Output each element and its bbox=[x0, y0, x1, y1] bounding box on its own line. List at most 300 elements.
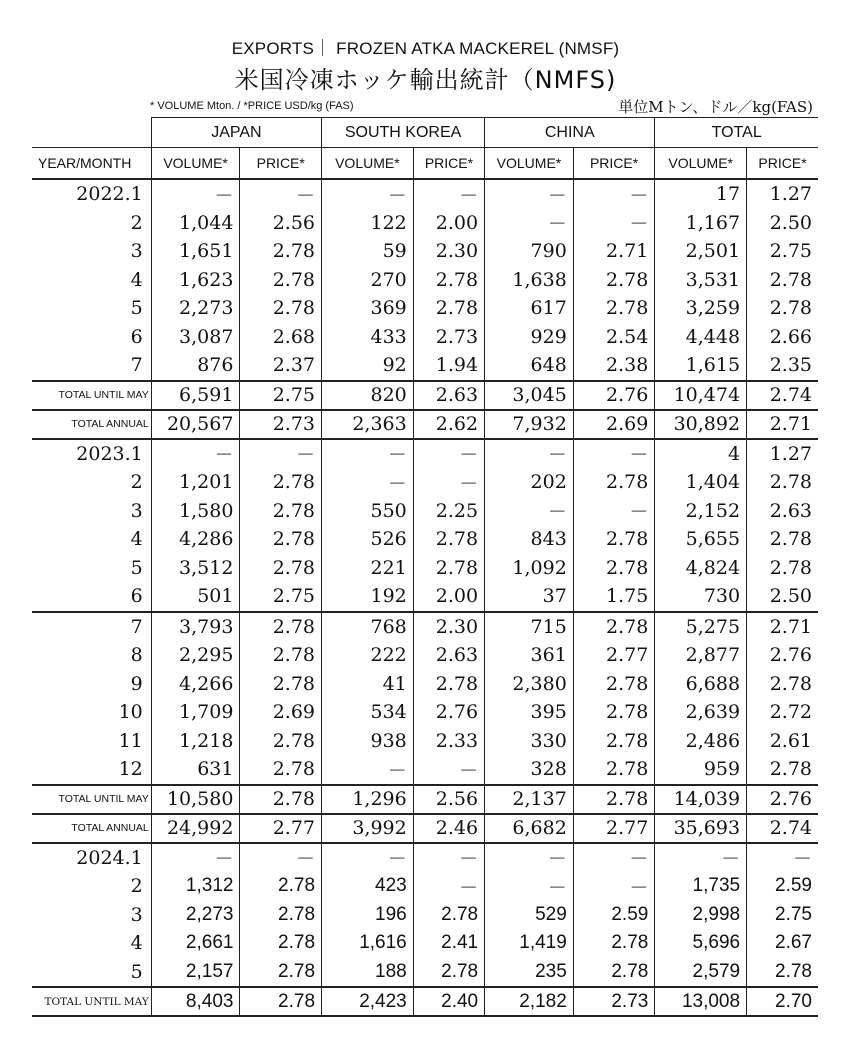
header-volume: VOLUME* bbox=[655, 148, 747, 180]
volume-cell: － bbox=[151, 843, 240, 873]
price-cell: 2.73 bbox=[413, 323, 484, 352]
price-cell: 1.27 bbox=[747, 179, 818, 209]
price-cell: 2.69 bbox=[240, 698, 322, 727]
row-label: 2023.1 bbox=[76, 442, 143, 465]
price-cell: 2.63 bbox=[413, 641, 484, 670]
volume-cell: 501 bbox=[151, 582, 240, 612]
price-cell: 2.78 bbox=[240, 929, 322, 958]
table-row bbox=[32, 439, 818, 469]
header-south-korea: SOUTH KOREA bbox=[322, 118, 485, 148]
price-cell: 2.78 bbox=[747, 525, 818, 554]
row-label: 11 bbox=[118, 729, 143, 752]
volume-cell: 433 bbox=[322, 323, 414, 352]
volume-cell: 59 bbox=[322, 237, 414, 266]
volume-cell: 2,182 bbox=[485, 987, 574, 1016]
row-label: 2024.1 bbox=[76, 846, 143, 869]
table-row bbox=[32, 901, 818, 930]
volume-cell: 1,580 bbox=[151, 497, 240, 526]
price-cell: 2.37 bbox=[240, 351, 322, 381]
table-row bbox=[32, 727, 818, 756]
volume-cell: 843 bbox=[485, 525, 574, 554]
price-cell: 2.73 bbox=[573, 987, 655, 1016]
price-cell: 2.35 bbox=[747, 351, 818, 381]
price-cell: 2.78 bbox=[240, 755, 322, 785]
volume-cell: 221 bbox=[322, 554, 414, 583]
volume-cell: 2,423 bbox=[322, 987, 414, 1016]
volume-cell: 1,201 bbox=[151, 468, 240, 497]
volume-cell: 1,735 bbox=[655, 872, 747, 901]
volume-cell: 1,709 bbox=[151, 698, 240, 727]
header-volume: VOLUME* bbox=[151, 148, 240, 180]
price-cell: 1.94 bbox=[413, 351, 484, 381]
price-cell: 2.78 bbox=[240, 958, 322, 988]
price-cell: 2.78 bbox=[240, 641, 322, 670]
volume-cell: 361 bbox=[485, 641, 574, 670]
price-cell: 2.78 bbox=[747, 670, 818, 699]
row-label: 8 bbox=[130, 644, 143, 667]
price-cell: 2.63 bbox=[413, 381, 484, 410]
price-cell: 2.71 bbox=[747, 410, 818, 439]
volume-cell: 2,998 bbox=[655, 901, 747, 930]
row-label: 6 bbox=[130, 325, 143, 348]
price-cell: － bbox=[747, 843, 818, 873]
row-label: 2 bbox=[130, 471, 143, 494]
row-label: 2022.1 bbox=[76, 183, 143, 206]
exports-table bbox=[32, 117, 818, 1017]
price-cell: 2.78 bbox=[413, 554, 484, 583]
volume-cell: 5,696 bbox=[655, 929, 747, 958]
volume-cell: － bbox=[655, 843, 747, 873]
row-label: 5 bbox=[130, 556, 143, 579]
volume-cell: 1,218 bbox=[151, 727, 240, 756]
volume-cell: 369 bbox=[322, 294, 414, 323]
volume-cell: － bbox=[322, 439, 414, 469]
price-cell: 2.78 bbox=[747, 294, 818, 323]
price-cell: 2.78 bbox=[413, 670, 484, 699]
volume-cell: 2,501 bbox=[655, 237, 747, 266]
volume-cell: 30,892 bbox=[655, 410, 747, 439]
volume-cell: 8,403 bbox=[151, 987, 240, 1016]
volume-cell: 3,793 bbox=[151, 612, 240, 642]
price-cell: － bbox=[573, 497, 655, 526]
volume-cell: 24,992 bbox=[151, 814, 240, 843]
table-row bbox=[32, 179, 818, 209]
volume-cell: 3,087 bbox=[151, 323, 240, 352]
price-cell: 2.00 bbox=[413, 582, 484, 612]
volume-cell: 5,655 bbox=[655, 525, 747, 554]
price-cell: 2.59 bbox=[747, 872, 818, 901]
row-label: 3 bbox=[130, 240, 143, 263]
volume-cell: 122 bbox=[322, 209, 414, 238]
volume-cell: 3,045 bbox=[485, 381, 574, 410]
table-row bbox=[32, 209, 818, 238]
volume-cell: 2,152 bbox=[655, 497, 747, 526]
price-cell: 2.41 bbox=[413, 929, 484, 958]
volume-cell: 4,286 bbox=[151, 525, 240, 554]
table-row bbox=[32, 294, 818, 323]
header-volume: VOLUME* bbox=[485, 148, 574, 180]
volume-cell: 10,474 bbox=[655, 381, 747, 410]
volume-cell: 2,380 bbox=[485, 670, 574, 699]
volume-cell: 92 bbox=[322, 351, 414, 381]
volume-cell: 648 bbox=[485, 351, 574, 381]
price-cell: 1.27 bbox=[747, 439, 818, 469]
total-row bbox=[32, 814, 818, 843]
table-row bbox=[32, 237, 818, 266]
price-cell: 2.61 bbox=[747, 727, 818, 756]
volume-cell: 1,623 bbox=[151, 266, 240, 295]
volume-cell: 3,512 bbox=[151, 554, 240, 583]
header-china: CHINA bbox=[485, 118, 655, 148]
volume-cell: 202 bbox=[485, 468, 574, 497]
row-label: 4 bbox=[130, 528, 143, 551]
price-cell: 2.78 bbox=[240, 872, 322, 901]
price-cell: 2.78 bbox=[573, 755, 655, 785]
price-cell: － bbox=[240, 843, 322, 873]
price-cell: 2.78 bbox=[573, 468, 655, 497]
price-cell: 2.78 bbox=[240, 497, 322, 526]
row-label: 9 bbox=[130, 672, 143, 695]
volume-cell: － bbox=[322, 843, 414, 873]
volume-cell: 876 bbox=[151, 351, 240, 381]
price-cell: 2.40 bbox=[413, 987, 484, 1016]
volume-cell: 35,693 bbox=[655, 814, 747, 843]
volume-cell: 529 bbox=[485, 901, 574, 930]
volume-cell: 6,591 bbox=[151, 381, 240, 410]
volume-cell: 1,044 bbox=[151, 209, 240, 238]
row-label: 7 bbox=[130, 354, 143, 377]
volume-cell: 3,259 bbox=[655, 294, 747, 323]
volume-cell: 2,486 bbox=[655, 727, 747, 756]
price-cell: 2.78 bbox=[240, 294, 322, 323]
volume-cell: 534 bbox=[322, 698, 414, 727]
price-cell: 2.59 bbox=[573, 901, 655, 930]
volume-cell: 4,266 bbox=[151, 670, 240, 699]
row-label: 4 bbox=[130, 268, 143, 291]
volume-cell: 938 bbox=[322, 727, 414, 756]
total-row bbox=[32, 381, 818, 410]
volume-cell: 222 bbox=[322, 641, 414, 670]
volume-cell: 6,682 bbox=[485, 814, 574, 843]
volume-cell: 1,167 bbox=[655, 209, 747, 238]
price-cell: － bbox=[413, 179, 484, 209]
volume-cell: 10,580 bbox=[151, 785, 240, 814]
header-total: TOTAL bbox=[655, 118, 818, 148]
price-cell: 2.77 bbox=[240, 814, 322, 843]
header-volume: VOLUME* bbox=[322, 148, 414, 180]
price-cell: 2.78 bbox=[747, 755, 818, 785]
price-cell: 2.78 bbox=[413, 266, 484, 295]
row-label: 5 bbox=[130, 960, 143, 983]
volume-cell: － bbox=[322, 468, 414, 497]
price-cell: 2.78 bbox=[573, 266, 655, 295]
row-label: TOTAL ANNUAL bbox=[32, 410, 151, 439]
volume-cell: 617 bbox=[485, 294, 574, 323]
volume-cell: － bbox=[322, 179, 414, 209]
table-row bbox=[32, 468, 818, 497]
price-cell: 2.77 bbox=[573, 641, 655, 670]
volume-cell: 715 bbox=[485, 612, 574, 642]
units-note-english: * VOLUME Mton. / *PRICE USD/kg (FAS) bbox=[150, 100, 354, 112]
price-cell: 2.78 bbox=[413, 958, 484, 988]
price-cell: 2.67 bbox=[747, 929, 818, 958]
price-cell: 2.71 bbox=[573, 237, 655, 266]
volume-cell: 2,273 bbox=[151, 294, 240, 323]
price-cell: 2.78 bbox=[240, 670, 322, 699]
price-cell: 2.72 bbox=[747, 698, 818, 727]
price-cell: 2.78 bbox=[573, 929, 655, 958]
price-cell: 2.56 bbox=[240, 209, 322, 238]
volume-cell: 188 bbox=[322, 958, 414, 988]
volume-cell: － bbox=[485, 497, 574, 526]
row-label: TOTAL UNTIL MAY bbox=[32, 785, 151, 814]
price-cell: 2.76 bbox=[573, 381, 655, 410]
price-cell: 2.78 bbox=[573, 698, 655, 727]
price-cell: 2.78 bbox=[240, 266, 322, 295]
price-cell: 2.68 bbox=[240, 323, 322, 352]
price-cell: 2.78 bbox=[747, 266, 818, 295]
volume-cell: － bbox=[485, 439, 574, 469]
volume-cell: 270 bbox=[322, 266, 414, 295]
row-label: TOTAL ANNUAL bbox=[32, 814, 151, 843]
volume-cell: 2,661 bbox=[151, 929, 240, 958]
volume-cell: 1,404 bbox=[655, 468, 747, 497]
price-cell: － bbox=[573, 872, 655, 901]
title-japanese: 米国冷凍ホッケ輸出統計（NMFS) bbox=[234, 66, 617, 94]
volume-cell: 2,295 bbox=[151, 641, 240, 670]
table-row bbox=[32, 554, 818, 583]
price-cell: 2.00 bbox=[413, 209, 484, 238]
price-cell: 2.63 bbox=[747, 497, 818, 526]
price-cell: 2.38 bbox=[573, 351, 655, 381]
volume-cell: 1,312 bbox=[151, 872, 240, 901]
volume-cell: 1,092 bbox=[485, 554, 574, 583]
volume-cell: 526 bbox=[322, 525, 414, 554]
price-cell: － bbox=[413, 468, 484, 497]
price-cell: 2.30 bbox=[413, 237, 484, 266]
title-english: EXPORTS｜ FROZEN ATKA MACKEREL (NMSF) bbox=[231, 39, 620, 58]
price-cell: 2.50 bbox=[747, 582, 818, 612]
header-price: PRICE* bbox=[573, 148, 655, 180]
price-cell: 2.69 bbox=[573, 410, 655, 439]
price-cell: 2.78 bbox=[413, 294, 484, 323]
price-cell: 2.56 bbox=[413, 785, 484, 814]
volume-cell: 6,688 bbox=[655, 670, 747, 699]
price-cell: － bbox=[240, 439, 322, 469]
volume-cell: 3,992 bbox=[322, 814, 414, 843]
row-label: 3 bbox=[130, 903, 143, 926]
volume-cell: 423 bbox=[322, 872, 414, 901]
price-cell: 2.78 bbox=[747, 958, 818, 988]
price-cell: 2.78 bbox=[573, 958, 655, 988]
volume-cell: 328 bbox=[485, 755, 574, 785]
volume-cell: 1,615 bbox=[655, 351, 747, 381]
volume-cell: 2,137 bbox=[485, 785, 574, 814]
volume-cell: 395 bbox=[485, 698, 574, 727]
price-cell: － bbox=[413, 439, 484, 469]
volume-cell: 4 bbox=[655, 439, 747, 469]
volume-cell: 330 bbox=[485, 727, 574, 756]
volume-cell: － bbox=[485, 209, 574, 238]
table-row bbox=[32, 641, 818, 670]
price-cell: 2.78 bbox=[573, 554, 655, 583]
header-blank bbox=[32, 118, 151, 148]
price-cell: 2.75 bbox=[240, 582, 322, 612]
volume-cell: 959 bbox=[655, 755, 747, 785]
volume-cell: 17 bbox=[655, 179, 747, 209]
table-row bbox=[32, 843, 818, 873]
volume-cell: 2,363 bbox=[322, 410, 414, 439]
volume-cell: 631 bbox=[151, 755, 240, 785]
row-label: 6 bbox=[130, 585, 143, 608]
price-cell: 2.75 bbox=[747, 237, 818, 266]
price-cell: 2.78 bbox=[747, 468, 818, 497]
total-row bbox=[32, 785, 818, 814]
table-body bbox=[32, 179, 818, 1016]
price-cell: 2.78 bbox=[240, 612, 322, 642]
row-label: 7 bbox=[32, 612, 151, 642]
price-cell: 2.78 bbox=[240, 468, 322, 497]
row-label: 5 bbox=[130, 297, 143, 320]
header-price: PRICE* bbox=[240, 148, 322, 180]
price-cell: － bbox=[413, 872, 484, 901]
volume-cell: － bbox=[485, 179, 574, 209]
table-row bbox=[32, 698, 818, 727]
volume-cell: 820 bbox=[322, 381, 414, 410]
price-cell: 2.78 bbox=[240, 987, 322, 1016]
volume-cell: 2,579 bbox=[655, 958, 747, 988]
price-cell: 2.78 bbox=[747, 554, 818, 583]
price-cell: 2.78 bbox=[573, 785, 655, 814]
volume-cell: 41 bbox=[322, 670, 414, 699]
header-price: PRICE* bbox=[747, 148, 818, 180]
price-cell: 2.62 bbox=[413, 410, 484, 439]
volume-cell: 1,296 bbox=[322, 785, 414, 814]
volume-cell: － bbox=[485, 843, 574, 873]
volume-cell: － bbox=[322, 755, 414, 785]
price-cell: 2.70 bbox=[747, 987, 818, 1016]
row-label: 2 bbox=[130, 875, 143, 898]
price-cell: 2.78 bbox=[573, 294, 655, 323]
price-cell: 2.78 bbox=[573, 670, 655, 699]
volume-cell: 4,824 bbox=[655, 554, 747, 583]
row-label: 10 bbox=[118, 701, 143, 724]
price-cell: 2.75 bbox=[240, 381, 322, 410]
table-row bbox=[32, 612, 818, 642]
row-label: 2 bbox=[130, 211, 143, 234]
price-cell: 2.76 bbox=[413, 698, 484, 727]
price-cell: 1.75 bbox=[573, 582, 655, 612]
total-row bbox=[32, 987, 818, 1016]
price-cell: 2.50 bbox=[747, 209, 818, 238]
table-row bbox=[32, 525, 818, 554]
total-row bbox=[32, 410, 818, 439]
price-cell: 2.66 bbox=[747, 323, 818, 352]
volume-cell: 37 bbox=[485, 582, 574, 612]
price-cell: 2.76 bbox=[747, 785, 818, 814]
row-label: 4 bbox=[130, 932, 143, 955]
price-cell: － bbox=[573, 439, 655, 469]
table-row bbox=[32, 872, 818, 901]
volume-cell: 1,419 bbox=[485, 929, 574, 958]
price-cell: 2.54 bbox=[573, 323, 655, 352]
price-cell: － bbox=[240, 179, 322, 209]
volume-cell: 2,877 bbox=[655, 641, 747, 670]
price-cell: 2.71 bbox=[747, 612, 818, 642]
price-cell: 2.78 bbox=[413, 901, 484, 930]
volume-cell: 13,008 bbox=[655, 987, 747, 1016]
volume-cell: 196 bbox=[322, 901, 414, 930]
price-cell: 2.78 bbox=[573, 525, 655, 554]
price-cell: 2.78 bbox=[240, 785, 322, 814]
volume-cell: 192 bbox=[322, 582, 414, 612]
volume-cell: 235 bbox=[485, 958, 574, 988]
volume-cell: 2,639 bbox=[655, 698, 747, 727]
price-cell: 2.75 bbox=[747, 901, 818, 930]
volume-cell: 3,531 bbox=[655, 266, 747, 295]
price-cell: 2.78 bbox=[240, 237, 322, 266]
volume-cell: 4,448 bbox=[655, 323, 747, 352]
header-year-month: YEAR/MONTH bbox=[32, 148, 151, 180]
price-cell: 2.78 bbox=[240, 554, 322, 583]
price-cell: － bbox=[573, 209, 655, 238]
price-cell: － bbox=[573, 179, 655, 209]
price-cell: 2.73 bbox=[240, 410, 322, 439]
volume-cell: 1,651 bbox=[151, 237, 240, 266]
volume-cell: － bbox=[151, 439, 240, 469]
price-cell: － bbox=[413, 843, 484, 873]
table-row bbox=[32, 323, 818, 352]
table-row bbox=[32, 929, 818, 958]
volume-cell: 14,039 bbox=[655, 785, 747, 814]
volume-cell: 550 bbox=[322, 497, 414, 526]
price-cell: 2.74 bbox=[747, 814, 818, 843]
row-label: 3 bbox=[130, 499, 143, 522]
price-cell: 2.46 bbox=[413, 814, 484, 843]
price-cell: 2.78 bbox=[240, 901, 322, 930]
price-cell: 2.78 bbox=[573, 727, 655, 756]
price-cell: 2.78 bbox=[240, 525, 322, 554]
price-cell: 2.30 bbox=[413, 612, 484, 642]
volume-cell: 790 bbox=[485, 237, 574, 266]
table-row bbox=[32, 582, 818, 612]
price-cell: 2.76 bbox=[747, 641, 818, 670]
volume-cell: 2,157 bbox=[151, 958, 240, 988]
table-row bbox=[32, 266, 818, 295]
volume-cell: 5,275 bbox=[655, 612, 747, 642]
volume-cell: 1,638 bbox=[485, 266, 574, 295]
volume-cell: 929 bbox=[485, 323, 574, 352]
price-cell: 2.77 bbox=[573, 814, 655, 843]
volume-cell: － bbox=[151, 179, 240, 209]
volume-cell: 2,273 bbox=[151, 901, 240, 930]
price-cell: 2.74 bbox=[747, 381, 818, 410]
row-label: TOTAL UNTIL MAY bbox=[32, 987, 151, 1016]
units-note-japanese: 単位Mトン、ドル／kg(FAS) bbox=[618, 98, 813, 116]
table-row bbox=[32, 958, 818, 988]
row-label: 12 bbox=[118, 758, 143, 781]
volume-cell: 20,567 bbox=[151, 410, 240, 439]
volume-cell: 1,616 bbox=[322, 929, 414, 958]
table-row bbox=[32, 497, 818, 526]
price-cell: － bbox=[573, 843, 655, 873]
table-row bbox=[32, 351, 818, 381]
row-label: TOTAL UNTIL MAY bbox=[32, 381, 151, 410]
price-cell: － bbox=[413, 755, 484, 785]
price-cell: 2.78 bbox=[413, 525, 484, 554]
volume-cell: － bbox=[485, 872, 574, 901]
price-cell: 2.25 bbox=[413, 497, 484, 526]
